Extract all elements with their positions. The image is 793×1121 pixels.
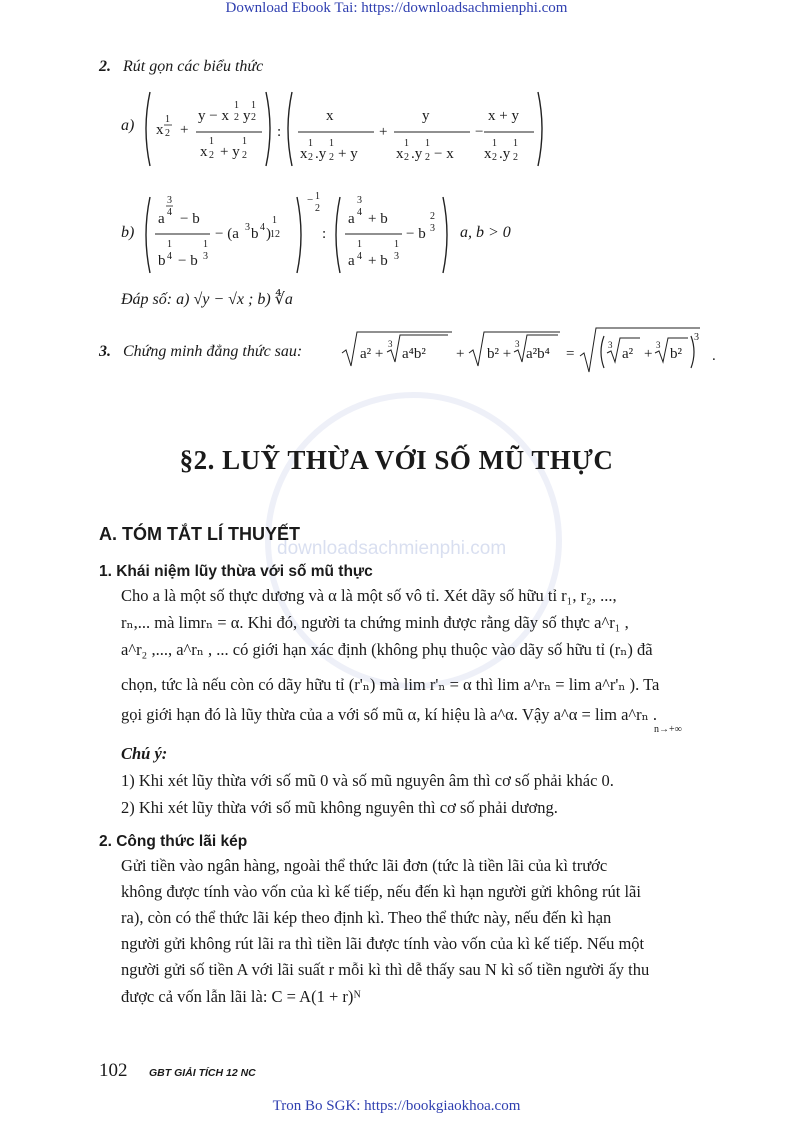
svg-text:3: 3 [430, 223, 435, 234]
page-number: 102 [99, 1060, 128, 1081]
svg-text:2: 2 [165, 128, 170, 139]
svg-text:a²b⁴: a²b⁴ [526, 346, 550, 362]
svg-text:x + y: x + y [488, 108, 519, 124]
svg-text:3: 3 [515, 339, 520, 349]
svg-text:4: 4 [167, 251, 172, 262]
watermark-text: downloadsachmienphi.com [277, 538, 507, 559]
svg-text:2: 2 [513, 152, 518, 163]
svg-text:1: 1 [203, 239, 208, 250]
svg-text:4: 4 [260, 222, 265, 233]
svg-text:1: 1 [165, 114, 170, 125]
svg-text:− b: − b [406, 226, 426, 242]
item-2-line-3: ra), còn có thể thức lãi kép theo định kì. Theo thể thức này, nếu đến kì hạn [121, 908, 612, 927]
svg-text:+ b: + b [368, 253, 388, 269]
svg-text:+ y: + y [338, 146, 358, 162]
svg-text:+: + [379, 124, 388, 140]
svg-text:− b: − b [178, 253, 198, 269]
svg-text:.y: .y [411, 146, 423, 162]
svg-text:1: 1 [251, 100, 256, 111]
footer-sgk-link[interactable]: Tron Bo SGK: https://bookgiaokhoa.com [272, 1098, 521, 1114]
item-2-line-5: người gửi số tiền A với lãi suất r mỗi kì thì dễ thấy sau N kì số tiền người ấy thu [121, 960, 650, 979]
svg-text:4: 4 [167, 207, 172, 218]
exercise-2-title: Rút gọn các biểu thức [123, 58, 264, 75]
item-1-line-4: chọn, tức là nếu còn có dãy hữu tỉ (r'ₙ) mà lim r'ₙ = α thì lim a^rₙ = lim a^r'ₙ ). Ta [121, 675, 660, 694]
svg-text:a⁴b²: a⁴b² [402, 346, 426, 362]
svg-text:3: 3 [394, 251, 399, 262]
expression-2a [140, 84, 550, 174]
svg-text:2: 2 [251, 112, 256, 123]
svg-text:2: 2 [234, 112, 239, 123]
svg-text:2: 2 [242, 150, 247, 161]
svg-text:2: 2 [425, 152, 430, 163]
svg-text:x: x [156, 122, 164, 138]
svg-text:−: − [307, 194, 314, 206]
svg-text:x: x [396, 146, 404, 162]
svg-text:3: 3 [245, 222, 250, 233]
svg-text:1: 1 [329, 138, 334, 149]
svg-text:+ y: + y [220, 144, 240, 160]
identity-expression-3 [340, 326, 725, 376]
svg-text:=: = [566, 346, 575, 362]
svg-text:a: a [348, 253, 355, 269]
svg-text:b² +: b² + [487, 346, 512, 362]
svg-text:2: 2 [430, 211, 435, 222]
svg-text:4: 4 [357, 207, 362, 218]
exercise-2-number: 2. [99, 58, 111, 75]
section-title: §2. LUỸ THỪA VỚI SỐ MŨ THỰC [179, 445, 614, 475]
svg-text:1: 1 [308, 138, 313, 149]
svg-text:4: 4 [357, 251, 362, 262]
svg-text:1: 1 [234, 100, 239, 111]
svg-text:3: 3 [203, 251, 208, 262]
part-a-heading: A. TÓM TẮT LÍ THUYẾT [99, 524, 300, 544]
item-2-heading: 2. Công thức lãi kép [99, 833, 248, 850]
svg-text:b: b [251, 226, 259, 242]
book-name: GBT GIẢI TÍCH 12 NC [149, 1067, 256, 1079]
svg-text::: : [322, 226, 327, 242]
item-1-line-3: a^r₂ ,..., a^rₙ , ... có giới hạn xác định (không phụ thuộc vào dãy số hữu tỉ (rₙ) đã [121, 640, 653, 659]
svg-text:b: b [158, 253, 166, 269]
exercise-2-heading [99, 58, 263, 76]
svg-text:2: 2 [329, 152, 334, 163]
svg-text:+: + [456, 346, 465, 362]
exercise-3-number: 3. [99, 343, 111, 360]
svg-text:.y: .y [315, 146, 327, 162]
svg-text:a: a [158, 211, 165, 227]
header-download-link[interactable]: Download Ebook Tai: https://downloadsachmienphi.com [225, 0, 568, 16]
svg-text:b²: b² [670, 346, 682, 362]
svg-text::: : [277, 124, 282, 140]
svg-text:1: 1 [513, 138, 518, 149]
exercise-3-title: Chứng minh đẳng thức sau: [123, 343, 303, 360]
item-1-line-5: gọi giới hạn đó là lũy thừa của a với số mũ α, kí hiệu là a^α. Vậy a^α = lim a^rₙ . [121, 705, 658, 724]
exercise-2b-condition: a, b > 0 [460, 224, 511, 241]
svg-text:−: − [475, 124, 484, 140]
note-heading: Chú ý: [121, 744, 168, 763]
note-2: 2) Khi xét lũy thừa với số mũ không nguyên thì cơ số phải dương. [121, 798, 558, 817]
svg-text:y: y [243, 108, 251, 124]
item-1-line-1: Cho a là một số thực dương và α là một số vô tỉ. Xét dãy số hữu tỉ r₁, r₂, ..., [121, 586, 617, 605]
svg-text:1: 1 [167, 239, 172, 250]
svg-text:x: x [326, 108, 334, 124]
exercise-2b-label: b) [121, 224, 135, 241]
svg-text:2: 2 [404, 152, 409, 163]
item-1-heading: 1. Khái niệm lũy thừa với số mũ thực [99, 563, 373, 580]
exercise-3-heading [99, 343, 302, 361]
svg-text:1: 1 [315, 191, 320, 202]
svg-text:+: + [644, 346, 653, 362]
answer-b: b) ∜a [257, 291, 293, 308]
svg-text:+ b: + b [368, 211, 388, 227]
svg-text:1: 1 [209, 136, 214, 147]
exercise-2a-label: a) [121, 117, 135, 134]
svg-text:3: 3 [357, 195, 362, 206]
svg-text:x: x [200, 144, 208, 160]
svg-text:3: 3 [694, 332, 699, 343]
svg-text:x: x [300, 146, 308, 162]
svg-text:− x: − x [434, 146, 454, 162]
svg-text:3: 3 [656, 340, 661, 350]
svg-text:3: 3 [608, 340, 613, 350]
exercise-2-answer [121, 289, 293, 309]
svg-text:): ) [266, 226, 271, 242]
note-1: 1) Khi xét lũy thừa với số mũ 0 và số mũ nguyên âm thì cơ số phải khác 0. [121, 771, 614, 790]
svg-text:2: 2 [492, 152, 497, 163]
svg-text:.: . [712, 348, 716, 364]
item-2-line-1: Gửi tiền vào ngân hàng, ngoài thể thức lãi đơn (tức là tiền lãi của kì trước [121, 856, 608, 875]
svg-text:y − x: y − x [198, 108, 229, 124]
answer-a: a) √y − √x ; [176, 291, 254, 308]
svg-text:1: 1 [425, 138, 430, 149]
svg-text:a: a [348, 211, 355, 227]
svg-text:x: x [484, 146, 492, 162]
svg-text:12: 12 [270, 229, 280, 240]
svg-text:y: y [422, 108, 430, 124]
expression-2b [140, 185, 470, 280]
svg-text:− (a: − (a [215, 226, 239, 242]
item-1-line-2: rₙ,... mà limrₙ = α. Khi đó, người ta chứng minh được rằng dãy số thực a^r₁ , [121, 613, 629, 632]
svg-text:2: 2 [209, 150, 214, 161]
svg-text:a²: a² [622, 346, 634, 362]
svg-text:1: 1 [242, 136, 247, 147]
item-2-line-4: người gửi không rút lãi ra thì tiền lãi được tính vào vốn của kì kế tiếp. Nếu một [121, 934, 645, 953]
item-2-line-6: được cả vốn lẫn lãi là: C = A(1 + r)ᴺ [121, 987, 362, 1006]
item-2-line-2: không được tính vào vốn của kì kế tiếp, nếu đến kì hạn người gửi không rút lãi [121, 882, 641, 901]
svg-text:2: 2 [315, 203, 320, 214]
svg-text:3: 3 [167, 195, 172, 206]
svg-text:3: 3 [388, 339, 393, 349]
svg-text:+: + [180, 122, 189, 138]
svg-text:.y: .y [499, 146, 511, 162]
svg-text:− b: − b [180, 211, 200, 227]
answer-label: Đáp số: [121, 291, 173, 308]
svg-text:1: 1 [404, 138, 409, 149]
svg-text:1: 1 [357, 239, 362, 250]
svg-text:1: 1 [272, 215, 277, 226]
svg-text:1: 1 [394, 239, 399, 250]
svg-text:1: 1 [492, 138, 497, 149]
svg-text:a² +: a² + [360, 346, 384, 362]
svg-text:2: 2 [308, 152, 313, 163]
limit-subscript: n→+∞ [654, 724, 682, 735]
